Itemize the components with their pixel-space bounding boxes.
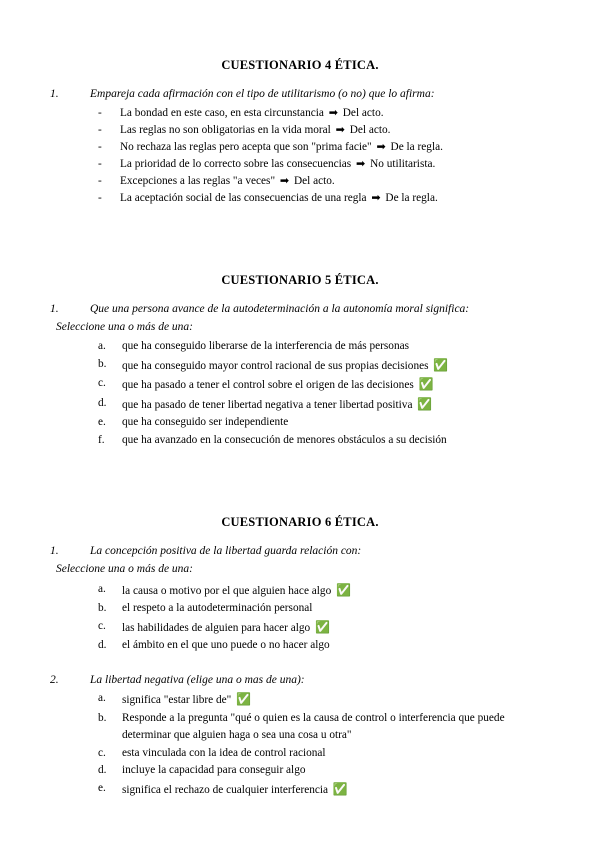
question-prompt <box>50 87 544 103</box>
list-item-text: el respeto a la autodeterminación personal <box>122 602 313 615</box>
list-item[interactable] <box>98 356 544 376</box>
list-item-text: el ámbito en el que uno puede o no hacer algo <box>122 639 330 652</box>
list-item-text: Responde a la pregunta "qué o quien es la causa de control o interferencia que puede determinar que alguien haga o sea una cosa u otra" <box>122 711 505 742</box>
list-item-text: significa el rechazo de cualquier interferencia <box>122 783 329 796</box>
arrow-icon: ➡ <box>328 105 338 119</box>
list-marker: c. <box>98 377 106 390</box>
question-prompt <box>50 302 544 318</box>
list-item-text: esta vinculada con la idea de control racional <box>122 746 326 759</box>
check-icon: ✅ <box>433 357 449 372</box>
list-item-text: incluye la capacidad para conseguir algo <box>122 764 306 777</box>
answer-list <box>56 690 544 799</box>
list-item[interactable] <box>98 432 544 450</box>
list-item-text: que ha pasado de tener libertad negativa a tener libertad positiva <box>122 398 413 411</box>
list-marker: - <box>98 175 102 188</box>
list-item[interactable] <box>98 690 544 710</box>
question-text: La concepción positiva de la libertad guarda relación con: <box>90 545 362 558</box>
section-title: CUESTIONARIO 4 ÉTICA. <box>221 58 379 72</box>
list-marker: d. <box>98 764 107 777</box>
list-marker: c. <box>98 619 106 632</box>
list-marker: d. <box>98 396 107 409</box>
list-item[interactable] <box>98 600 544 618</box>
list-item-text: que ha pasado a tener el control sobre el origen de las decisiones <box>122 379 414 392</box>
list-item-answer: Del acto. <box>349 123 391 136</box>
list-marker: b. <box>98 602 107 615</box>
list-item[interactable] <box>98 618 544 638</box>
list-marker: - <box>98 192 102 205</box>
list-marker: f. <box>98 433 105 446</box>
question-text: Empareja cada afirmación con el tipo de utilitarismo (o no) que lo afirma: <box>90 88 435 100</box>
list-item[interactable] <box>98 395 544 415</box>
check-icon: ✅ <box>332 781 348 796</box>
list-marker: c. <box>98 746 106 759</box>
list-item[interactable] <box>98 338 544 356</box>
arrow-icon: ➡ <box>376 139 386 153</box>
list-item[interactable] <box>98 745 544 763</box>
list-marker: - <box>98 123 102 136</box>
list-item-text: La prioridad de lo correcto sobre las consecuencias <box>120 157 352 170</box>
list-item-answer: Del acto. <box>293 175 335 188</box>
list-marker: - <box>98 157 102 170</box>
list-marker: e. <box>98 781 106 794</box>
section-cuestionario-6 <box>50 515 544 799</box>
list-item-answer: De la regla. <box>390 140 443 153</box>
spacer <box>56 455 544 481</box>
question-prompt <box>50 673 544 689</box>
check-icon: ✅ <box>418 377 434 392</box>
list-item-text: Excepciones a las reglas "a veces" <box>120 175 276 188</box>
list-item[interactable] <box>98 710 544 745</box>
check-icon: ✅ <box>315 619 330 634</box>
check-icon: ✅ <box>236 692 252 707</box>
list-item-text: Las reglas no son obligatorias en la vida moral <box>120 123 331 136</box>
spacer <box>56 655 544 673</box>
check-icon: ✅ <box>417 396 433 411</box>
list-item-text: la causa o motivo por el que alguien hace algo <box>122 584 332 597</box>
list-item[interactable] <box>98 156 544 173</box>
list-item-answer: De la regla. <box>385 192 438 205</box>
list-marker: - <box>98 106 102 119</box>
list-item-text: significa "estar libre de" <box>122 694 232 707</box>
select-hint: Seleccione una o más de una: <box>56 563 194 575</box>
answer-list <box>56 338 544 449</box>
question-number: 1. <box>50 545 59 558</box>
section-cuestionario-4 <box>50 58 544 207</box>
list-item-answer: No utilitarista. <box>370 157 436 170</box>
list-item-text: que ha conseguido ser independiente <box>122 416 289 429</box>
list-item-text: No rechaza las reglas pero acepta que son "prima facie" <box>120 140 372 153</box>
list-item-answer: Del acto. <box>342 106 384 119</box>
answer-list <box>56 581 544 655</box>
list-marker: a. <box>98 340 106 353</box>
list-item[interactable] <box>98 139 544 156</box>
list-item-text: que ha conseguido mayor control racional de sus propias decisiones <box>122 359 429 372</box>
question-text: La libertad negativa (elige una o mas de una): <box>90 673 305 686</box>
list-item-text: que ha avanzado en la consecución de menores obstáculos a su decisión <box>122 433 447 446</box>
list-item[interactable] <box>98 637 544 655</box>
list-item-text: que ha conseguido liberarse de la interferencia de más personas <box>122 340 410 353</box>
list-item[interactable] <box>98 581 544 601</box>
list-marker: e. <box>98 416 106 429</box>
list-marker: b. <box>98 357 107 370</box>
list-marker: a. <box>98 582 106 595</box>
list-item[interactable] <box>98 780 544 800</box>
list-item[interactable] <box>98 762 544 780</box>
question-text: Que una persona avance de la autodeterminación a la autonomía moral significa: <box>90 303 470 316</box>
list-marker: a. <box>98 692 106 705</box>
question-number: 1. <box>50 88 59 100</box>
arrow-icon: ➡ <box>335 122 345 136</box>
question-prompt <box>50 544 544 560</box>
list-item-text: las habilidades de alguien para hacer algo <box>122 621 311 634</box>
question-number: 2. <box>50 673 59 686</box>
list-marker: - <box>98 140 102 153</box>
list-item-text: La aceptación social de las consecuencias de una regla <box>120 192 367 205</box>
list-item[interactable] <box>98 122 544 139</box>
list-item-text: La bondad en este caso, en esta circunstancia <box>120 106 324 119</box>
arrow-icon: ➡ <box>356 156 366 170</box>
list-item[interactable] <box>98 173 544 190</box>
section-title: CUESTIONARIO 5 ÉTICA. <box>221 273 379 288</box>
list-marker: d. <box>98 639 107 652</box>
question-number: 1. <box>50 303 59 316</box>
check-icon: ✅ <box>336 582 352 597</box>
list-marker: b. <box>98 711 107 724</box>
list-item[interactable] <box>98 414 544 432</box>
section-title: CUESTIONARIO 6 ÉTICA. <box>221 515 379 530</box>
arrow-icon: ➡ <box>371 191 381 205</box>
list-item[interactable] <box>98 105 544 122</box>
section-cuestionario-5 <box>50 273 544 449</box>
answer-list <box>56 105 544 208</box>
arrow-icon: ➡ <box>279 174 290 188</box>
select-hint: Seleccione una o más de una: <box>56 320 194 333</box>
spacer <box>56 213 544 239</box>
list-item[interactable] <box>98 190 544 207</box>
list-item[interactable] <box>98 375 544 395</box>
